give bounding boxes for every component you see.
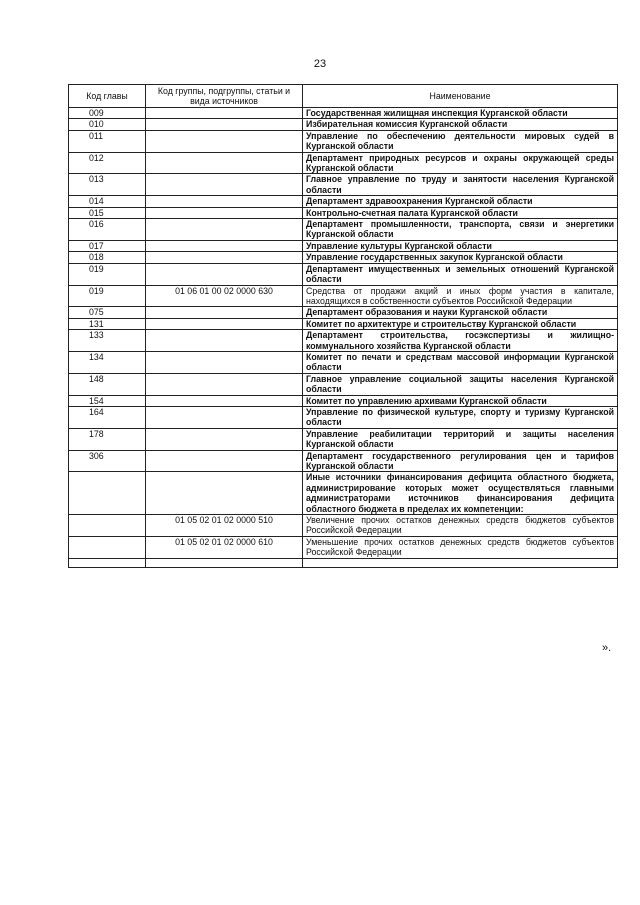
chapter-code-cell: 012 (69, 152, 146, 174)
table-row (69, 263, 618, 285)
name-cell: Государственная жилищная инспекция Курганской области (303, 108, 618, 119)
table-row (69, 472, 618, 515)
sources-table (68, 84, 618, 568)
name-cell: Департамент государственного регулирования цен и тарифов Курганской области (303, 450, 618, 472)
name-cell: Комитет по управлению архивами Курганской области (303, 395, 618, 406)
source-code-cell: 01 05 02 01 02 0000 510 (146, 515, 303, 537)
chapter-code-cell: 016 (69, 219, 146, 241)
source-code-cell (146, 119, 303, 130)
name-cell: Главное управление по труду и занятости населения Курганской области (303, 174, 618, 196)
source-code-cell (146, 395, 303, 406)
chapter-code-cell: 019 (69, 285, 146, 307)
header-chapter-code: Код главы (69, 85, 146, 108)
table-row (69, 406, 618, 428)
name-cell: Департамент здравоохранения Курганской области (303, 196, 618, 207)
chapter-code-cell: 017 (69, 240, 146, 251)
table-row (69, 207, 618, 218)
chapter-code-cell: 306 (69, 450, 146, 472)
table-header-row (69, 85, 618, 108)
chapter-code-cell: 014 (69, 196, 146, 207)
name-cell: Контрольно-счетная палата Курганской области (303, 207, 618, 218)
source-code-cell (146, 252, 303, 263)
source-code-cell (146, 207, 303, 218)
source-code-cell (146, 174, 303, 196)
source-code-cell (146, 450, 303, 472)
name-cell: Департамент строительства, госэкспертизы и жилищно-коммунального хозяйства Курганской области (303, 330, 618, 352)
source-code-cell (146, 196, 303, 207)
name-cell: Департамент промышленности, транспорта, связи и энергетики Курганской области (303, 219, 618, 241)
table-row (69, 558, 618, 567)
table-row (69, 330, 618, 352)
table-row (69, 152, 618, 174)
source-code-cell: 01 05 02 01 02 0000 610 (146, 536, 303, 558)
source-code-cell (146, 307, 303, 318)
chapter-code-cell: 178 (69, 428, 146, 450)
table-row (69, 285, 618, 307)
table-row (69, 318, 618, 329)
chapter-code-cell: 010 (69, 119, 146, 130)
table-row (69, 108, 618, 119)
name-cell: Управление по обеспечению деятельности мировых судей в Курганской области (303, 130, 618, 152)
source-code-cell (146, 318, 303, 329)
header-name: Наименование (303, 85, 618, 108)
name-cell: Департамент природных ресурсов и охраны окружающей среды Курганской области (303, 152, 618, 174)
name-cell: Иные источники финансирования дефицита областного бюджета, администрирование которых может осуществляться главными администраторами источников финансирования дефицита областного бюджета в пределах их компетенции: (303, 472, 618, 515)
source-code-cell (146, 351, 303, 373)
source-code-cell (146, 219, 303, 241)
chapter-code-cell (69, 536, 146, 558)
table-row (69, 428, 618, 450)
chapter-code-cell: 154 (69, 395, 146, 406)
table-row (69, 307, 618, 318)
source-code-cell (146, 152, 303, 174)
chapter-code-cell: 018 (69, 252, 146, 263)
chapter-code-cell: 131 (69, 318, 146, 329)
page-number: 23 (313, 58, 327, 70)
name-cell: Департамент имущественных и земельных отношений Курганской области (303, 263, 618, 285)
chapter-code-cell (69, 558, 146, 567)
source-code-cell (146, 263, 303, 285)
table-row (69, 351, 618, 373)
source-code-cell (146, 330, 303, 352)
source-code-cell (146, 428, 303, 450)
name-cell: Уменьшение прочих остатков денежных средств бюджетов субъектов Российской Федерации (303, 536, 618, 558)
table-row (69, 196, 618, 207)
name-cell: Главное управление социальной защиты населения Курганской области (303, 373, 618, 395)
name-cell: Управление культуры Курганской области (303, 240, 618, 251)
name-cell: Средства от продажи акций и иных форм участия в капитале, находящихся в собственности субъектов Российской Федерации (303, 285, 618, 307)
table-row (69, 119, 618, 130)
table-row (69, 130, 618, 152)
chapter-code-cell: 019 (69, 263, 146, 285)
chapter-code-cell: 009 (69, 108, 146, 119)
table-row (69, 219, 618, 241)
table-row (69, 395, 618, 406)
source-code-cell (146, 240, 303, 251)
source-code-cell (146, 406, 303, 428)
table-row (69, 373, 618, 395)
name-cell: Управление государственных закупок Курганской области (303, 252, 618, 263)
chapter-code-cell: 148 (69, 373, 146, 395)
chapter-code-cell: 133 (69, 330, 146, 352)
source-code-cell (146, 472, 303, 515)
name-cell: Управление реабилитации территорий и защиты населения Курганской области (303, 428, 618, 450)
source-code-cell (146, 130, 303, 152)
name-cell: Департамент образования и науки Курганской области (303, 307, 618, 318)
table-row (69, 240, 618, 251)
chapter-code-cell (69, 515, 146, 537)
name-cell: Управление по физической культуре, спорту и туризму Курганской области (303, 406, 618, 428)
chapter-code-cell: 015 (69, 207, 146, 218)
table-row (69, 450, 618, 472)
chapter-code-cell: 134 (69, 351, 146, 373)
source-code-cell (146, 373, 303, 395)
table-row (69, 174, 618, 196)
name-cell (303, 558, 618, 567)
table-row (69, 536, 618, 558)
table-row (69, 252, 618, 263)
table-body (69, 108, 618, 568)
name-cell: Комитет по архитектуре и строительству Курганской области (303, 318, 618, 329)
source-code-cell: 01 06 01 00 02 0000 630 (146, 285, 303, 307)
chapter-code-cell: 075 (69, 307, 146, 318)
name-cell: Увеличение прочих остатков денежных средств бюджетов субъектов Российской Федерации (303, 515, 618, 537)
source-code-cell (146, 108, 303, 119)
name-cell: Комитет по печати и средствам массовой информации Курганской области (303, 351, 618, 373)
source-code-cell (146, 558, 303, 567)
closing-mark: ». (602, 642, 612, 654)
header-source-code: Код группы, подгруппы, статьи и вида источников (146, 85, 303, 108)
name-cell: Избирательная комиссия Курганской области (303, 119, 618, 130)
table-row (69, 515, 618, 537)
chapter-code-cell: 013 (69, 174, 146, 196)
chapter-code-cell (69, 472, 146, 515)
chapter-code-cell: 164 (69, 406, 146, 428)
chapter-code-cell: 011 (69, 130, 146, 152)
